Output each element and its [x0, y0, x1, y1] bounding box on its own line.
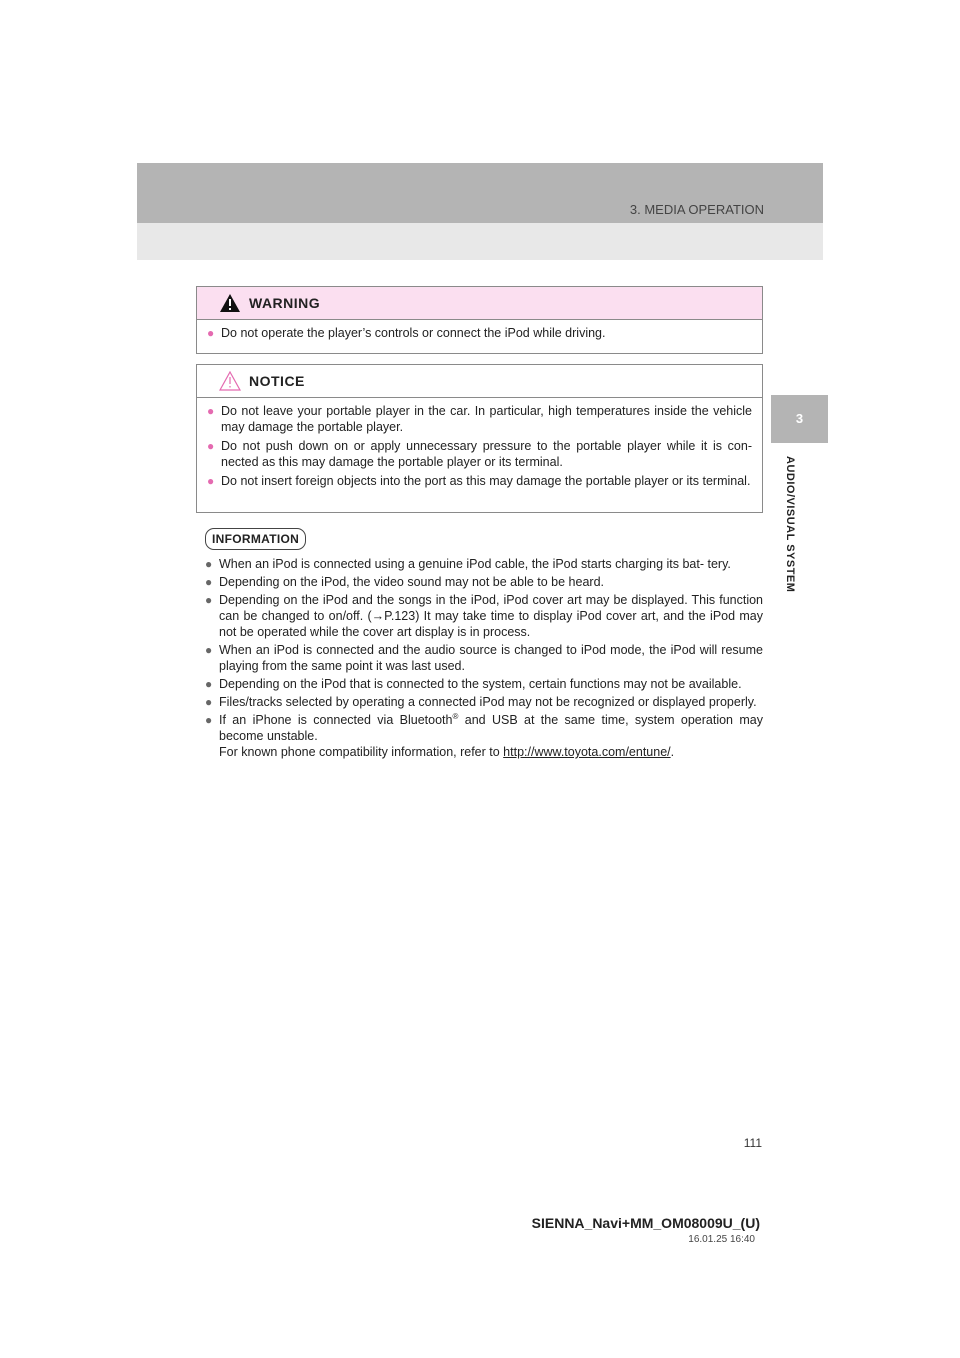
document-code: SIENNA_Navi+MM_OM08009U_(U)	[531, 1215, 760, 1231]
info-item: ● When an iPod is connected using a genuine iPod cable, the iPod starts charging its bat- tery.	[205, 557, 731, 571]
chapter-tab: 3	[771, 395, 828, 443]
bullet-icon: ●	[207, 474, 215, 488]
warning-triangle-icon	[219, 293, 241, 313]
bullet-icon: ●	[205, 695, 213, 709]
page-number: 111	[743, 1136, 762, 1150]
notice-item: ● Do not insert foreign objects into the port as this may damage the portable player or its terminal.	[207, 474, 751, 488]
entune-link[interactable]: http://www.toyota.com/entune/	[503, 745, 671, 759]
header-subband	[137, 223, 823, 260]
notice-item: ● Do not leave your portable player in the car. In particular, high temperatures inside the vehicle may damage the portable player.	[207, 404, 752, 434]
warning-title: WARNING	[249, 295, 321, 311]
information-section	[205, 528, 763, 762]
info-item: ● Depending on the iPod and the songs in the iPod, iPod cover art may be displayed. This function can be changed to on/off. (→P.123) It may take time to display iPod cover art, and the iPod may not be operated while the cover art display is in process.	[205, 593, 763, 639]
notice-title: NOTICE	[249, 373, 305, 389]
info-item: ● Files/tracks selected by operating a connected iPod may not be recognized or displayed properly.	[205, 695, 757, 709]
warning-item: ● Do not operate the player’s controls or connect the iPod while driving.	[207, 326, 606, 340]
bullet-icon: ●	[207, 326, 215, 340]
information-tag: INFORMATION	[205, 528, 306, 550]
info-item: ● When an iPod is connected and the audio source is changed to iPod mode, the iPod will resume playing from the same point it was last used.	[205, 643, 763, 673]
warning-header	[197, 287, 762, 320]
notice-triangle-icon	[219, 371, 241, 391]
bullet-icon: ●	[205, 643, 213, 657]
info-item: ● Depending on the iPod, the video sound may not be able to be heard.	[205, 575, 605, 589]
bullet-icon: ●	[207, 404, 215, 418]
bullet-icon: ●	[205, 677, 213, 691]
notice-header	[197, 365, 762, 398]
document-timestamp: 16.01.25 16:40	[688, 1234, 755, 1245]
info-item: ● Depending on the iPod that is connected to the system, certain functions may not be available.	[205, 677, 742, 691]
chapter-side-label: AUDIO/VISUAL SYSTEM	[784, 456, 796, 593]
section-title: 3. MEDIA OPERATION	[629, 202, 764, 217]
bullet-icon: ●	[205, 557, 213, 571]
header-band	[137, 163, 823, 223]
notice-box	[196, 364, 763, 513]
notice-item: ● Do not push down on or apply unnecessary pressure to the portable player while it is con- nected as this may damage the portable player or its terminal.	[207, 439, 752, 469]
bullet-icon: ●	[205, 593, 213, 607]
bullet-icon: ●	[207, 439, 215, 453]
bullet-icon: ●	[205, 575, 213, 589]
bullet-icon: ●	[205, 713, 213, 727]
warning-box	[196, 286, 763, 354]
info-item: ● If an iPhone is connected via Bluetooth® and USB at the same time, system operation may become unstable. For known phone compatibility information, refer to http://www.toyota.com/entune/.	[205, 711, 763, 759]
